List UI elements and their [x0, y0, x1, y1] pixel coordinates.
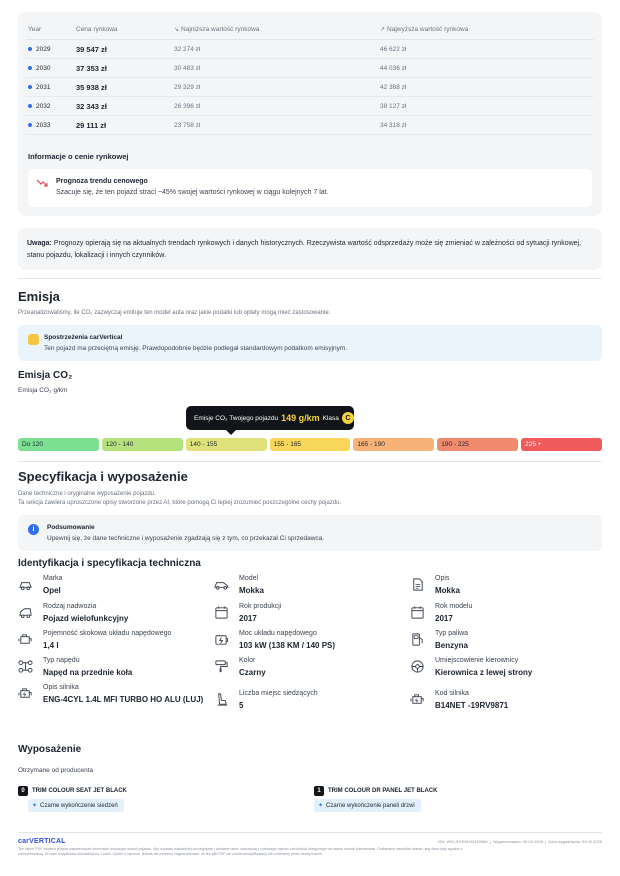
spec-value: Mokka	[435, 586, 460, 595]
insight-text: Ten pojazd ma przeciętną emisję. Prawdopodobnie będzie podlegał standardowym podatkom emisyjnym.	[44, 345, 348, 352]
equipment-item	[314, 786, 437, 796]
arrow-up-icon: ↗	[380, 27, 386, 33]
series-dot-icon	[28, 66, 32, 70]
section-divider	[18, 461, 602, 462]
row-high: 34 318 zł	[380, 121, 407, 129]
equipment-chip-text: Czarne wykończenie siedzeń	[40, 802, 118, 809]
series-dot-icon	[28, 85, 32, 89]
row-year: 2033	[36, 121, 51, 129]
price-forecast-table	[26, 20, 594, 135]
spec-label: Opis	[435, 575, 450, 582]
spec-value: Napęd na przednie koła	[43, 668, 133, 677]
calendar-icon	[410, 605, 425, 620]
spec-label: Rodzaj nadwozia	[43, 603, 97, 610]
co2-unit-label: Emisja CO₂ g/km	[18, 387, 68, 394]
spec-label: Umiejscowienie kierownicy	[435, 657, 519, 664]
trend-down-icon	[36, 177, 48, 189]
equipment-chip-text: Czarne wykończenie paneli drzwi	[326, 802, 415, 809]
insight-title: Spostrzeżenia carVertical	[44, 334, 123, 341]
summary-box	[18, 515, 602, 551]
table-row	[26, 59, 594, 78]
table-row	[26, 97, 594, 116]
row-year: 2032	[36, 102, 51, 110]
summary-text: Upewnij się, że dane techniczne i wyposażenie zgadzają się z tym, co przekazał Ci sprzedawca.	[47, 535, 325, 542]
row-low: 30 483 zł	[174, 64, 201, 72]
footer-fine-2: rzeczywistością. W razie wątpliwości skontaktuj się z nami. Opinie o raporcie, jednak nie możemy zagwarantować, że ten plik PDF nie został zmodyfikowany lub zmieniony przez osoby trzecie.	[18, 852, 323, 856]
spec-label: Rok produkcji	[239, 603, 282, 610]
emission-band: 155 - 165	[270, 438, 351, 451]
row-price: 39 547 zł	[76, 44, 107, 54]
spec-value: Mokka	[239, 586, 264, 595]
equipment-chip	[314, 799, 421, 812]
footer-fine-1: Ten raport PDF zawiera jedynie najważniejsze informacje dotyczące historii pojazdu. Aby uzyskać najbardziej szczegółowe i aktualne dane, skorzystaj z cyfrowego raportu carVertical dostępnego na naszej stronie internetowej. Dokładamy wszelkich starań, aby dane były zgodne z	[18, 847, 463, 851]
paint-roller-icon	[214, 659, 229, 674]
emission-band: 225 +	[521, 438, 602, 451]
table-row	[26, 78, 594, 97]
footer-generated: Wygenerowano: 06.04.2026	[492, 839, 543, 844]
footer-disclaimer	[18, 847, 602, 857]
arrow-down-icon: ↘	[174, 27, 180, 33]
footer-meta: VIN: W0LJD7E81H4339968 | Wygenerowano: 06.04.2026 | Data wygaśnięcia: 03.05.2026	[437, 839, 602, 844]
row-price: 32 343 zł	[76, 101, 107, 111]
spec-label: Rok modelu	[435, 603, 473, 610]
equipment-chip	[28, 799, 124, 812]
engine-block-icon	[410, 692, 425, 707]
row-high: 44 036 zł	[380, 64, 407, 72]
sparkle-icon: ✦	[32, 803, 38, 809]
co2-title: Emisja CO₂	[18, 370, 73, 381]
spec-label: Moc układu napędowego	[239, 630, 317, 637]
trend-text: Szacuje się, że ten pojazd straci ~45% swojej wartości rynkowej w ciągu kolejnych 7 lat.	[56, 189, 329, 196]
row-year: 2030	[36, 64, 51, 72]
specs-subtitle-2: Ta sekcja zawiera uproszczone opisy stworzone przez AI, które pomogą Ci lepiej zrozumieć poszczególne cechy pojazdu.	[18, 500, 342, 506]
summary-title: Podsumowanie	[47, 524, 95, 531]
emission-scale	[18, 438, 602, 451]
spec-value: B14NET -19RV9871	[435, 701, 509, 710]
note-text: Prognozy opierają się na aktualnych trendach rynkowych i danych historycznych. Rzeczywista wartość odsprzedaży może się zmieniać w zależności od sytuacji rynkowej, stanu pojazdu, lokalizacji i innych czynników.	[27, 240, 582, 259]
seat-icon	[214, 692, 229, 707]
row-low: 29 329 zł	[174, 83, 201, 91]
equipment-name: TRIM COLOUR SEAT JET BLACK	[32, 788, 127, 794]
emission-title: Emisja	[18, 289, 60, 304]
header-year: Year	[28, 26, 42, 33]
market-info-title: Informacje o cenie rynkowej	[28, 152, 129, 161]
lightbulb-icon	[28, 334, 39, 345]
row-price: 37 353 zł	[76, 63, 107, 73]
row-year: 2031	[36, 83, 51, 91]
row-price: 35 938 zł	[76, 82, 107, 92]
series-dot-icon	[28, 104, 32, 108]
table-row	[26, 40, 594, 59]
header-highest: Najwyższa wartość rynkowa	[387, 26, 469, 33]
row-price: 29 111 zł	[76, 120, 107, 130]
equipment-item	[18, 786, 127, 796]
price-forecast-card	[18, 12, 602, 216]
carvertical-logo: carVERTICAL	[18, 838, 66, 845]
spec-value: Opel	[43, 586, 61, 595]
row-low: 26 396 zł	[174, 102, 201, 110]
car-brand-icon	[18, 577, 33, 592]
spec-label: Model	[239, 575, 259, 582]
emission-band: 120 - 140	[102, 438, 183, 451]
section-divider	[18, 278, 602, 279]
row-year: 2029	[36, 45, 51, 53]
emission-subtitle: Przeanalizowaliśmy, ile CO₂ zazwyczaj emituje ten model auta oraz jakie podatki lub opłaty mogą mieć zastosowanie.	[18, 310, 331, 316]
spec-label: Marka	[43, 575, 63, 582]
spec-label: Typ paliwa	[435, 630, 469, 637]
note-label: Uwaga:	[27, 240, 52, 247]
series-dot-icon	[28, 123, 32, 127]
carvertical-insight-box	[18, 325, 602, 361]
row-high: 46 622 zł	[380, 45, 407, 53]
spec-value: Benzyna	[435, 641, 468, 650]
spec-label: Opis silnika	[43, 684, 79, 691]
emission-band: 140 - 155	[186, 438, 267, 451]
specs-subtitle-1: Dane techniczne i oryginalne wyposażenie pojazdu.	[18, 491, 156, 497]
row-high: 38 127 zł	[380, 102, 407, 110]
car-body-icon	[18, 605, 33, 620]
steering-wheel-icon	[410, 659, 425, 674]
spec-value: 103 kW (138 KM / 140 PS)	[239, 641, 336, 650]
footer-vin: VIN: W0LJD7E81H4339968	[437, 839, 488, 844]
tooltip-class-label: Klasa	[322, 414, 339, 422]
spec-value: 2017	[239, 614, 257, 623]
spec-value: ENG-4CYL 1.4L MFI TURBO HO ALU (LUJ)	[43, 695, 204, 704]
spec-value: Pojazd wielofunkcyjny	[43, 614, 129, 623]
header-market-price: Cena rynkowa	[76, 26, 118, 33]
spec-label: Pojemność skokowa układu napędowego	[43, 630, 172, 637]
spec-label: Liczba miejsc siedzących	[239, 690, 318, 697]
engine-block-icon	[18, 686, 33, 701]
row-high: 42 368 zł	[380, 83, 407, 91]
emission-band: Do 120	[18, 438, 99, 451]
footer-expires: Data wygaśnięcia: 03.05.2026	[548, 839, 602, 844]
emission-band: 165 - 190	[353, 438, 434, 451]
spec-value: Czarny	[239, 668, 266, 677]
document-icon	[410, 577, 425, 592]
ident-title: Identyfikacja i specyfikacja techniczna	[18, 558, 201, 569]
header-lowest: Najniższa wartość rynkowa	[181, 26, 260, 33]
equipment-name: TRIM COLOUR DR PANEL JET BLACK	[328, 788, 438, 794]
battery-power-icon	[214, 632, 229, 647]
trend-title: Prognoza trendu cenowego	[56, 178, 148, 185]
fuel-pump-icon	[410, 632, 425, 647]
tooltip-value: 149 g/km	[281, 413, 320, 423]
spec-value: 1,4 l	[43, 641, 59, 650]
spec-label: Kod silnika	[435, 690, 469, 697]
emission-band: 190 - 225	[437, 438, 518, 451]
series-dot-icon	[28, 47, 32, 51]
trend-forecast-box	[28, 169, 592, 207]
row-low: 32 274 zł	[174, 45, 201, 53]
drivetrain-icon	[18, 659, 33, 674]
tooltip-pointer	[226, 430, 236, 435]
tooltip-prefix: Emisje CO₂ Twojego pojazdu	[194, 414, 279, 422]
equipment-source: Otrzymane od producenta	[18, 767, 94, 774]
emission-class-badge: C	[342, 412, 354, 424]
forecast-note	[18, 228, 602, 270]
spec-value: Kierownica z lewej strony	[435, 668, 533, 677]
table-row	[26, 116, 594, 135]
spec-label: Kolor	[239, 657, 256, 664]
equipment-title: Wyposażenie	[18, 744, 82, 755]
info-icon: i	[28, 524, 39, 535]
spec-label: Typ napędu	[43, 657, 80, 664]
spec-value: 2017	[435, 614, 453, 623]
calendar-icon	[214, 605, 229, 620]
engine-icon	[18, 632, 33, 647]
equipment-number: 0	[18, 786, 28, 796]
car-model-icon	[214, 577, 229, 592]
row-low: 23 758 zł	[174, 121, 201, 129]
sparkle-icon: ✦	[318, 803, 324, 809]
specs-title: Specyfikacja i wyposażenie	[18, 469, 188, 484]
table-header	[26, 20, 594, 40]
spec-value: 5	[239, 701, 244, 710]
equipment-number: 1	[314, 786, 324, 796]
co2-tooltip	[186, 406, 354, 430]
footer-divider	[18, 832, 602, 833]
